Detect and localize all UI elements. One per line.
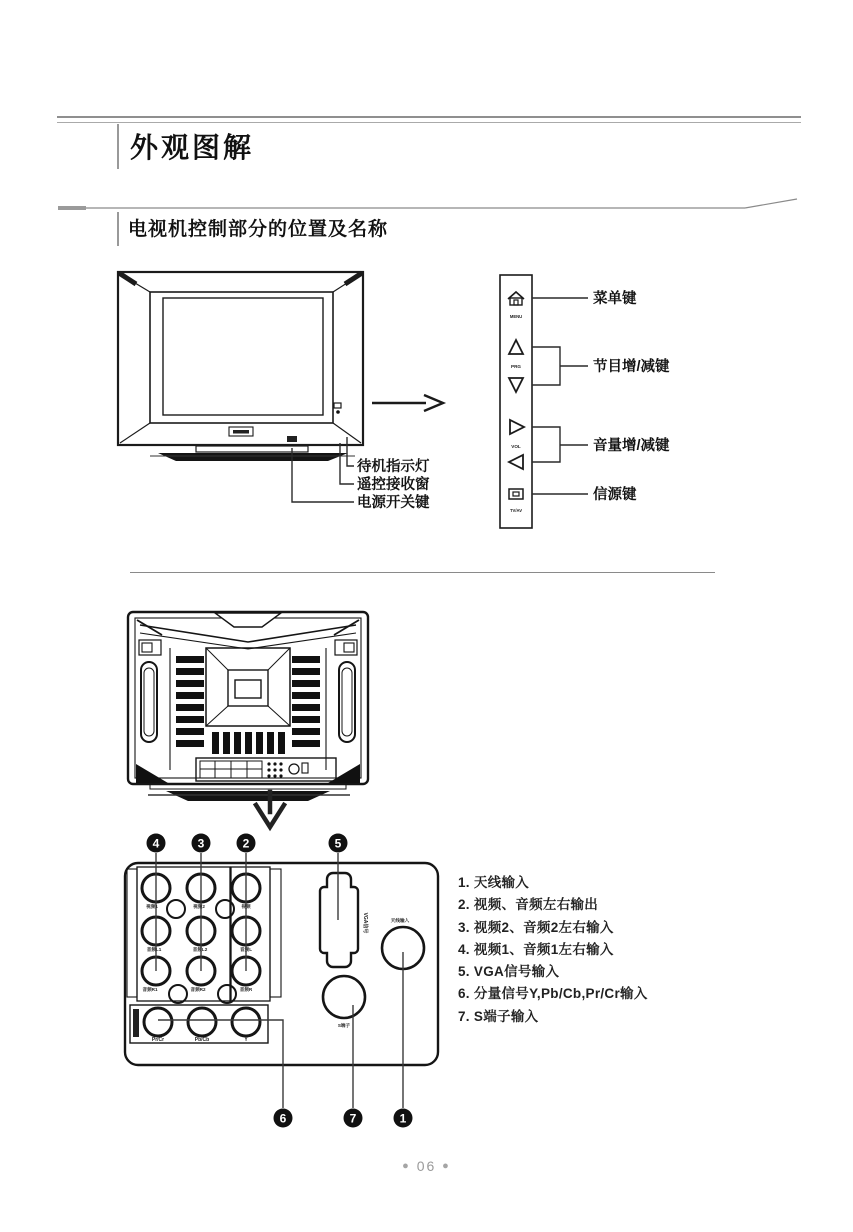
component-jacks[interactable] (144, 1008, 260, 1036)
svg-text:视频2: 视频2 (193, 904, 205, 909)
legend-item-4: 4. 视频1、音频1左右输入 (458, 941, 614, 957)
legend-item-7: 7. S端子输入 (458, 1008, 539, 1024)
menu-caption: MENU (509, 314, 523, 319)
badge-7: 7 (349, 1111, 357, 1126)
label-source-key: 信源键 (593, 487, 637, 503)
svideo-connector[interactable] (323, 976, 365, 1018)
rear-center-cover (206, 648, 290, 726)
jack-labels (142, 903, 409, 1043)
footer-dot-left: ● (402, 1160, 411, 1172)
section-heading: 电视机控制部分的位置及名称 (128, 219, 389, 240)
menu-button-icon[interactable] (508, 292, 524, 305)
svg-text:音频R2: 音频R2 (190, 987, 206, 992)
rear-callout-lines (156, 853, 403, 1108)
rear-slats (212, 732, 285, 754)
rule-flourish (745, 199, 797, 208)
standby-indicator (334, 403, 341, 408)
svg-text:音频R: 音频R (239, 987, 253, 992)
callout-remote-window: 遥控接收窗 (357, 477, 430, 493)
label-svideo: S端子 (337, 1023, 351, 1028)
tvav-caption: TV/AV (509, 508, 523, 513)
legend-item-6: 6. 分量信号Y,Pb/Cb,Pr/Cr输入 (458, 986, 648, 1002)
page-number: 06 (416, 1158, 437, 1174)
tv-stand-base (158, 453, 348, 461)
svg-text:视频1: 视频1 (146, 904, 158, 909)
label-y: Y (244, 1037, 248, 1043)
callout-standby-led: 待机指示灯 (357, 459, 430, 475)
svg-text:音频R1: 音频R1 (142, 987, 158, 992)
legend-item-2: 2. 视频、音频左右输出 (458, 897, 599, 913)
panel-callout-lines (532, 298, 588, 494)
badge-6: 6 (279, 1111, 287, 1126)
remote-receiver-window (336, 410, 340, 414)
legend-item-5: 5. VGA信号输入 (458, 964, 560, 980)
label-vga: VGA信号 (362, 912, 368, 934)
label-menu-key: 菜单键 (593, 291, 637, 307)
badge-3: 3 (197, 836, 205, 851)
label-volume-keys: 音量增/减键 (593, 438, 670, 454)
vga-connector[interactable] (320, 873, 358, 967)
right-arrow-icon (372, 395, 443, 411)
connector-legend (458, 872, 818, 1028)
label-program-keys: 节目增/减键 (593, 359, 670, 375)
svg-text:音频L: 音频L (240, 947, 252, 952)
badge-2: 2 (242, 836, 250, 851)
badge-5: 5 (334, 836, 342, 851)
power-button (287, 436, 297, 442)
program-down-button[interactable] (509, 378, 523, 392)
title-accent-bar (117, 124, 119, 169)
prg-caption: PRG (511, 364, 521, 369)
svg-text:音频L1: 音频L1 (146, 947, 162, 952)
tv-bezel (150, 292, 333, 423)
legend-item-3: 3. 视频2、音频2左右输入 (458, 919, 614, 935)
front-callout-lines (292, 437, 354, 502)
front-view-figure (100, 260, 800, 550)
svg-text:视频: 视频 (241, 904, 251, 909)
connector-panel (125, 863, 438, 1065)
badge-1: 1 (399, 1111, 407, 1126)
heading-accent-bar (117, 212, 119, 246)
rule-dash (58, 206, 86, 210)
label-prcr: Pr/Cr (151, 1037, 165, 1043)
legend-item-1: 1. 天线输入 (458, 875, 530, 890)
footer-dot-right: ● (442, 1160, 451, 1172)
volume-up-button[interactable] (510, 420, 524, 434)
vol-caption: VOL (511, 444, 521, 449)
label-pbcb: Pb/Cb (194, 1037, 210, 1043)
program-up-button[interactable] (509, 340, 523, 354)
mid-divider (130, 572, 715, 573)
control-panel (500, 275, 532, 528)
tv-stand-neck (196, 446, 308, 452)
callout-badges (147, 834, 413, 1128)
top-rule (57, 116, 801, 123)
page-footer (0, 1158, 853, 1174)
rear-view-figure (105, 595, 465, 1145)
svg-text:音频L2: 音频L2 (192, 947, 208, 952)
page-title: 外观图解 (130, 132, 255, 163)
source-button-icon[interactable] (509, 489, 523, 499)
label-antenna: 天线输入 (390, 918, 410, 923)
volume-down-button[interactable] (509, 455, 523, 469)
tv-screen (163, 298, 323, 415)
callout-power-key: 电源开关键 (357, 495, 430, 511)
badge-4: 4 (152, 836, 160, 851)
